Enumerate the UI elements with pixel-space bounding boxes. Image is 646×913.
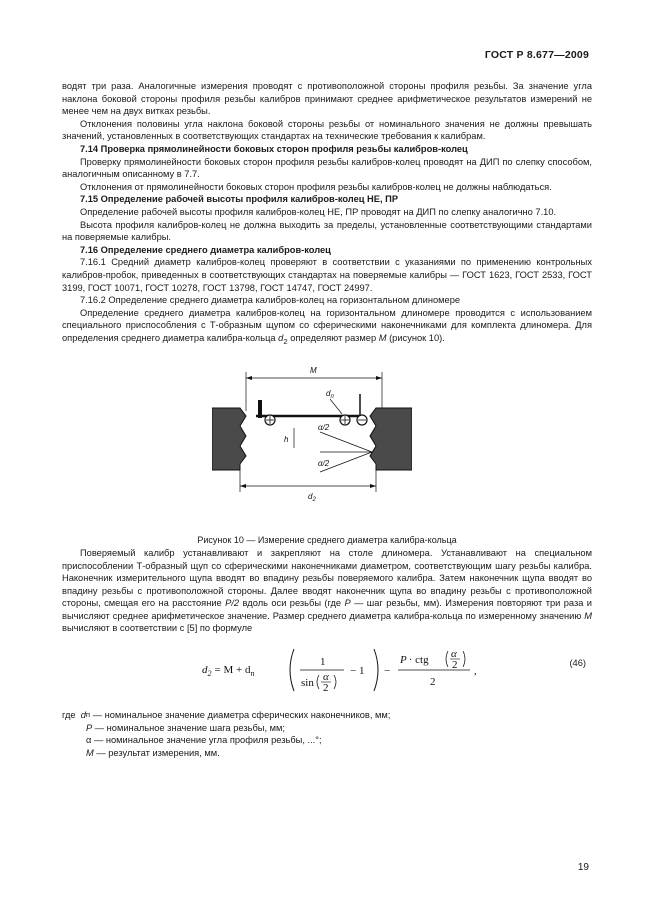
svg-text:2: 2 [452,659,458,672]
paragraph: Высота профиля калибров-колец не должна выходить за пределы, установленные соответствующими стандартами на поверяемые калибры. [62,219,592,243]
paragraph: Поверяемый калибр устанавливают и закрепляют на столе длиномера. Устанавливают на специальном приспособлении Т-образный щуп со сферическими наконечниками диаметром, соответствующим шагу резьбы калибра. Наконечник измерительного щупа вводят во впадину резьбы поверяемого калибра. Затем наконечник щупа вводят во впадину резьбы с противоположной стороны. Далее вводят наконечник щупа во впадину резьбы с противоположной стороны, смещая его на расстояние P/2 вдоль оси резьбы (где P — шаг резьбы, мм). Измерения повторяют три раза и вычисляют среднее арифметическое значение. Размер среднего диаметра калибра-кольца по измеренному значению M вычисляют в соответствии с [5] по формуле [62,547,592,634]
figure-10 [62,356,592,534]
section-heading-7-16: 7.16 Определение среднего диаметра калибров-колец [80,244,331,255]
document-body [62,80,592,759]
svg-text:1: 1 [320,656,326,669]
svg-text:P· ctg: P · ctg [400,654,429,667]
svg-text:2: 2 [323,682,329,695]
label-M: M [310,366,317,376]
formula-graphic [202,635,502,705]
paragraph: Отклонения от прямолинейности боковых сторон профиля резьбы калибров-колец не должны наблюдаться. [80,181,552,192]
formula-lhs: $d_2 = M + d_п$ [202,664,255,679]
svg-text:sin: sin [301,677,314,690]
legend-item: M — результат измерения, мм. [86,747,220,758]
label-half-angle-1: α/2 [318,423,330,433]
paragraph: водят три раза. Аналогичные измерения проводят с противоположной стороны профиля резьбы. За значение угла наклона боковой стороны профиля резьбы калибров принимают среднее арифметическое результатов измерений не менее чем на двух витках резьбы. [62,81,592,117]
variable-d: d [278,332,284,343]
svg-text:−: − [384,665,391,678]
paragraph: Отклонения половины угла наклона боковой стороны резьбы от номинального значения не должны превышать значений, установленных в соответствующих стандартах на технические требования к калибрам. [62,118,592,142]
svg-text:α: α [323,671,329,684]
legend-item: где d п — номинальное значение диаметра сферических наконечников, мм; [62,710,391,721]
label-d2: $d_2$ [308,492,316,504]
svg-text:,: , [474,665,477,678]
formula-46 [62,635,592,705]
paragraph: Определение рабочей высоты профиля калибров-колец НЕ, ПР проводят на ДИП по слепку аналогично 7.10. [80,206,557,217]
page-number: 19 [577,862,589,873]
symbol-legend [62,709,592,759]
figure-caption: Рисунок 10 — Измерение среднего диаметра калибра-кольца [197,535,457,546]
svg-text:− 1: − 1 [350,665,365,678]
ring-gauge-diagram [212,356,412,506]
page-header: ГОСТ Р 8.677—2009 [484,49,589,61]
variable-M: M [378,332,387,343]
svg-text:α: α [451,648,457,661]
label-h: h [284,435,289,445]
svg-text:2: 2 [430,676,436,689]
paragraph: 7.16.2 Определение среднего диаметра калибров-колец на горизонтальном длиномере [80,295,461,306]
paragraph: Определение среднего диаметра калибров-колец на горизонтальном длиномере проводится с использованием специального приспособления с Т-образным щупом со сферическими наконечниками для комплекта длиномера. Для определения среднего диаметра калибра-кольца $d_2$ определяют размер M (рисунок 10). [62,307,592,346]
equation-number: (46) [569,658,586,669]
paragraph: 7.16.1 Средний диаметр калибров-колец проверяют в соответствии с указаниями по применению контрольных калибров-пробок, приведенных в соответствующих стандартах на поверяемые калибры — ГОСТ 1623, ГОСТ 2533, ГОСТ 3199, ГОСТ 10071, ГОСТ 10278, ГОСТ 13798, ГОСТ 14747, ГОСТ 24997. [62,257,592,293]
label-dn: $d_п$ [326,389,334,401]
legend-item: α — номинальное значение угла профиля резьбы, ...°; [86,735,322,746]
paragraph: Проверку прямолинейности боковых сторон профиля резьбы калибров-колец проводят на ДИП по слепку способом, аналогичным описанному в 7.7. [62,156,592,180]
legend-item: P — номинальное значение шага резьбы, мм; [86,722,285,733]
section-heading-7-14: 7.14 Проверка прямолинейности боковых сторон профиля резьбы калибров-колец [80,143,468,154]
section-heading-7-15: 7.15 Определение рабочей высоты профиля калибров-колец НЕ, ПР [80,194,399,205]
label-half-angle-2: α/2 [318,459,330,469]
